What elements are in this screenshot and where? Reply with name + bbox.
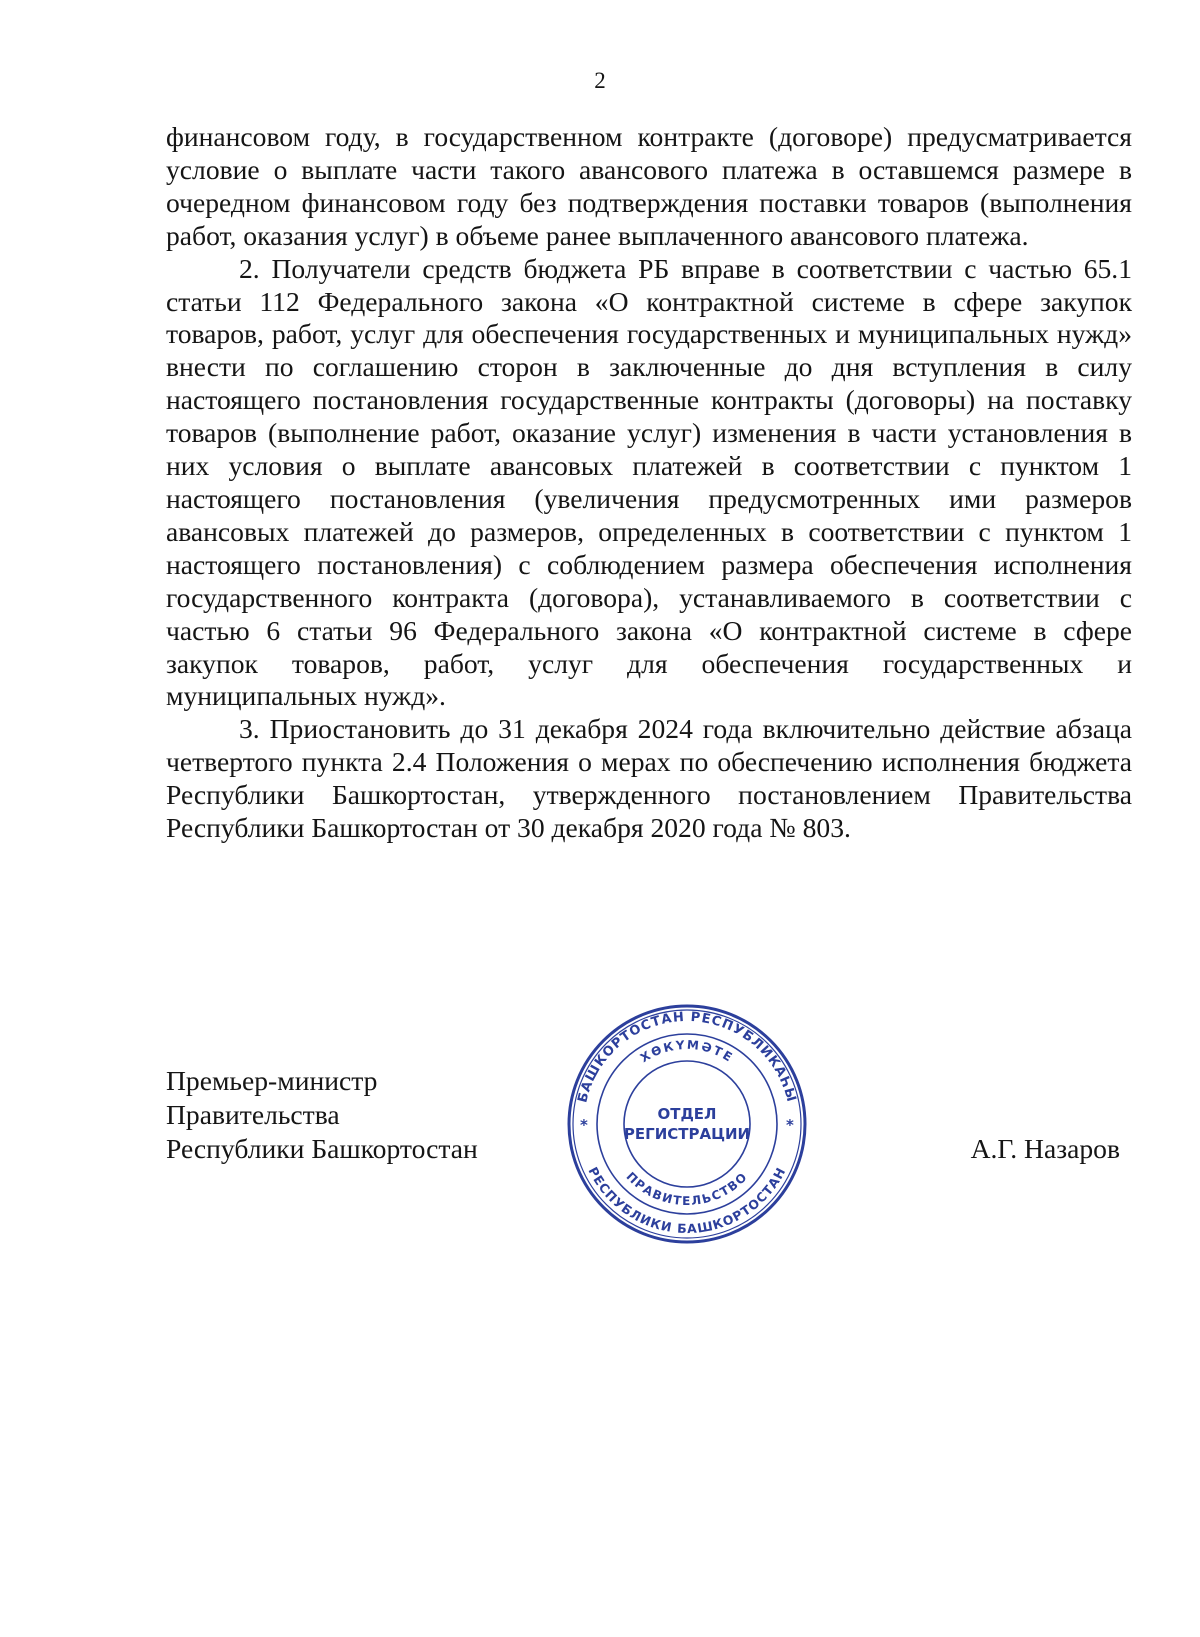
stamp-outer-bottom-text: РЕСПУБЛИКИ БАШКОРТОСТАН <box>585 1164 789 1237</box>
paragraph-item-3: 3. Приостановить до 31 декабря 2024 года включительно действие абзаца четвертого пункта 2.4 Положения о мерах по обеспечению исполнения бюджета Республики Башкортостан, утвержденного постановлением Правительства Республики Башкортостан от 30 декабря 2020 года № 803. <box>166 713 1132 844</box>
stamp-inner-top-text: ХӨКҮМӘТЕ <box>637 1037 737 1066</box>
stamp-outer-top-text: БАШКОРТОСТАН РЕСПУБЛИКАҺЫ <box>575 1009 799 1105</box>
signer-title-line: Премьер-министр <box>166 1065 378 1096</box>
signer-name: А.Г. Назаров <box>970 1133 1120 1164</box>
document-body <box>166 121 1132 845</box>
signer-title-line: Республики Башкортостан <box>166 1133 478 1164</box>
stamp-center-line-2: РЕГИСТРАЦИИ <box>623 1125 751 1143</box>
stamp-center-line-1: ОТДЕЛ <box>657 1105 717 1123</box>
signer-title-line: Правительства <box>166 1099 340 1130</box>
page-number: 2 <box>594 68 606 93</box>
registration-stamp <box>566 1003 808 1245</box>
stamp-star-left: * <box>580 1116 588 1134</box>
paragraph-item-2: 2. Получатели средств бюджета РБ вправе в соответствии с частью 65.1 статьи 112 Федерального закона «О контрактной системе в сфере закупок товаров, работ, услуг для обеспечения государственных и муниципальных нужд» внести по соглашению сторон в заключенные до дня вступления в силу настоящего постановления государственные контракты (договоры) на поставку товаров (выполнение работ, оказание услуг) изменения в части установления в них условия о выплате авансовых платежей в соответствии с пунктом 1 настоящего постановления (увеличения предусмотренных ими размеров авансовых платежей до размеров, определенных в соответствии с пунктом 1 настоящего постановления) с соблюдением размера обеспечения исполнения государственного контракта (договора), устанавливаемого в соответствии с частью 6 статьи 96 Федерального закона «О контрактной системе в сфере закупок товаров, работ, услуг для обеспечения государственных и муниципальных нужд». <box>166 252 1132 712</box>
stamp-star-right: * <box>786 1116 794 1134</box>
signature-block <box>166 1064 478 1166</box>
stamp-inner-bottom-text: ПРАВИТЕЛЬСТВО <box>623 1169 751 1209</box>
paragraph-continuation: финансовом году, в государственном контракте (договоре) предусматривается условие о выплате части такого авансового платежа в оставшемся размере в очередном финансовом году без подтверждения поставки товаров (выполнения работ, оказания услуг) в объеме ранее выплаченного авансового платежа. <box>166 121 1132 251</box>
